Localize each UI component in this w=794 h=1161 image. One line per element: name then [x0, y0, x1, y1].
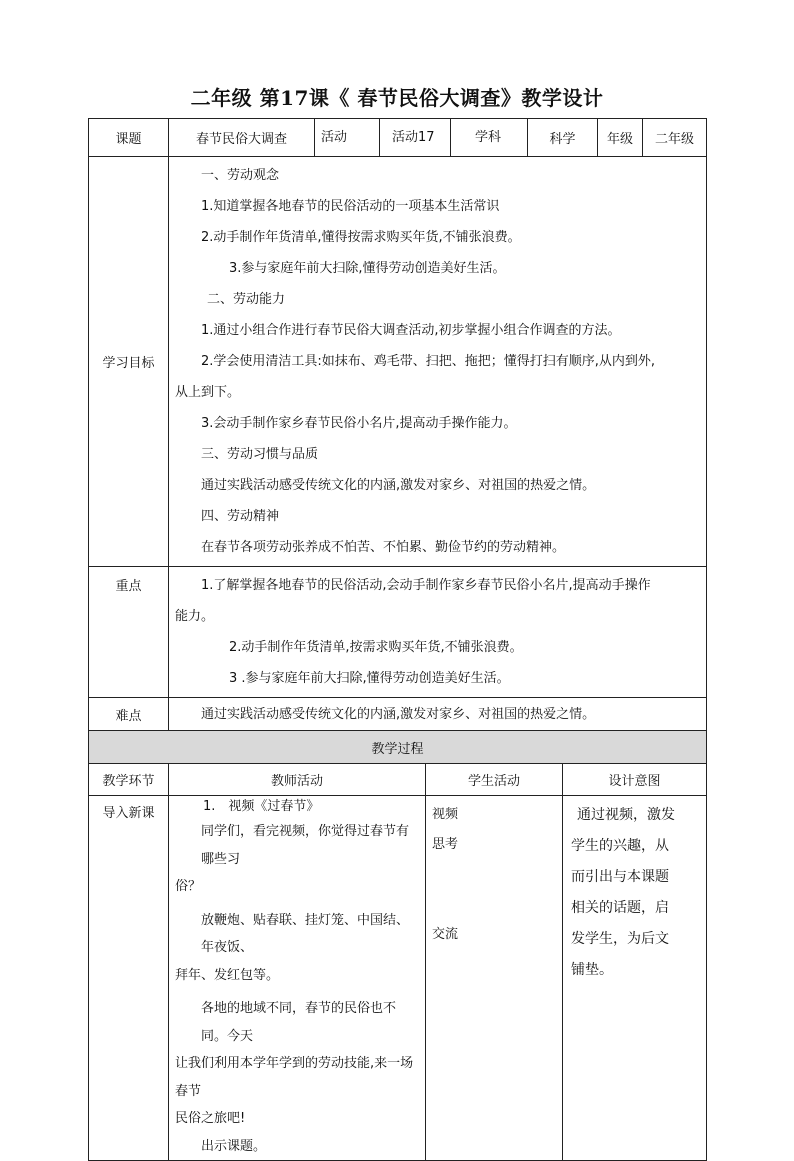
student-cell — [426, 796, 563, 1161]
subject-value: 科学 — [528, 119, 598, 157]
intent-line: 相关的话题，启 — [571, 900, 670, 916]
teacher-line: 1. 视频《过春节》 — [203, 799, 320, 814]
key-line: 能力。 — [175, 609, 215, 624]
goals-line: 在春节各项劳动张养成不怕苦、不怕累、勤俭节约的劳动精神。 — [201, 540, 566, 555]
goals-line: 1.知道掌握各地春节的民俗活动的一项基本生活常识 — [201, 199, 500, 214]
teacher-line: 同学们，看完视频，你觉得过春节有哪些习 — [201, 824, 410, 867]
topic-value: 春节民俗大调查 — [169, 119, 315, 157]
goals-line: 四、劳动精神 — [201, 509, 280, 524]
intent-line: 而引出与本课题 — [571, 869, 670, 885]
teacher-line: 各地的地域不同，春节的民俗也不同。今天 — [201, 1001, 397, 1044]
difficult-row — [89, 698, 707, 731]
teacher-line: 出示课题。 — [201, 1138, 267, 1154]
goals-line: 二、劳动能力 — [207, 292, 286, 307]
subject-label: 学科 — [451, 119, 528, 157]
goals-line: 1.通过小组合作进行春节民俗大调查活动,初步掌握小组合作调查的方法。 — [201, 323, 621, 338]
goals-line: 3.会动手制作家乡春节民俗小名片,提高动手操作能力。 — [201, 416, 517, 431]
process-header: 教学过程 — [89, 731, 707, 764]
goals-line: 从上到下。 — [175, 385, 241, 400]
goals-line: 2.学会使用清洁工具:如抹布、鸡毛带、扫把、拖把；懂得打扫有顺序,从内到外, — [201, 354, 656, 369]
header-row — [89, 119, 707, 157]
teacher-line: 让我们利用本学年学到的劳动技能,来一场春节 — [175, 1056, 414, 1099]
col-stage: 教学环节 — [89, 764, 169, 796]
key-content — [169, 567, 707, 698]
intent-cell — [563, 796, 707, 1161]
goals-line: 通过实践活动感受传统文化的内涵,激发对家乡、对祖国的热爱之情。 — [201, 478, 596, 493]
student-line: 思考 — [432, 837, 459, 852]
student-line — [432, 860, 556, 890]
stage-cell: 导入新课 — [89, 796, 169, 1161]
teacher-cell — [169, 796, 426, 1161]
document-title: 二年级 第17课《 春节民俗大调查》教学设计 — [190, 86, 604, 110]
grade-value: 二年级 — [643, 119, 707, 157]
teacher-line: 民俗之旅吧! — [175, 1111, 246, 1126]
teacher-line: 俗？ — [175, 879, 202, 894]
key-line: 1.了解掌握各地春节的民俗活动,会动手制作家乡春节民俗小名片,提高动手操作 — [201, 578, 651, 593]
teacher-line: 拜年、发红包等。 — [175, 967, 280, 983]
student-line: 视频 — [432, 807, 459, 822]
goals-line: 三、劳动习惯与品质 — [201, 447, 319, 462]
goals-line: 一、劳动观念 — [201, 168, 280, 183]
student-line — [432, 890, 556, 920]
goals-line: 3.参与家庭年前大扫除,懂得劳动创造美好生活。 — [229, 261, 506, 276]
col-teacher: 教师活动 — [169, 764, 426, 796]
goals-row — [89, 157, 707, 567]
process-columns-row — [89, 764, 707, 796]
intent-line: 铺垫。 — [571, 962, 614, 978]
col-student: 学生活动 — [426, 764, 563, 796]
intent-line: 发学生，为后文 — [571, 931, 670, 947]
key-row — [89, 567, 707, 698]
key-label: 重点 — [89, 567, 169, 698]
difficult-text: 通过实践活动感受传统文化的内涵,激发对家乡、对祖国的热爱之情。 — [169, 698, 707, 731]
lesson-plan-table — [88, 118, 707, 1161]
process-header-row — [89, 731, 707, 764]
activity-value: 活动17 — [380, 119, 451, 157]
topic-label: 课题 — [89, 119, 169, 157]
goals-label: 学习目标 — [89, 157, 169, 567]
col-intent: 设计意图 — [563, 764, 707, 796]
intent-line: 通过视频，激发 — [577, 807, 676, 823]
grade-label: 年级 — [598, 119, 643, 157]
difficult-label: 难点 — [89, 698, 169, 731]
goals-content — [169, 157, 707, 567]
activity-label: 活动 — [315, 119, 380, 157]
key-line: 3 .参与家庭年前大扫除,懂得劳动创造美好生活。 — [229, 671, 510, 686]
teacher-line: 放鞭炮、贴春联、挂灯笼、中国结、年夜饭、 — [201, 912, 410, 955]
intent-line: 学生的兴趣，从 — [571, 838, 670, 854]
key-line: 2.动手制作年货清单,按需求购买年货,不铺张浪费。 — [229, 640, 523, 655]
process-row — [89, 796, 707, 1161]
student-line: 交流 — [432, 927, 459, 942]
goals-line: 2.动手制作年货清单,懂得按需求购买年货,不铺张浪费。 — [201, 230, 521, 245]
